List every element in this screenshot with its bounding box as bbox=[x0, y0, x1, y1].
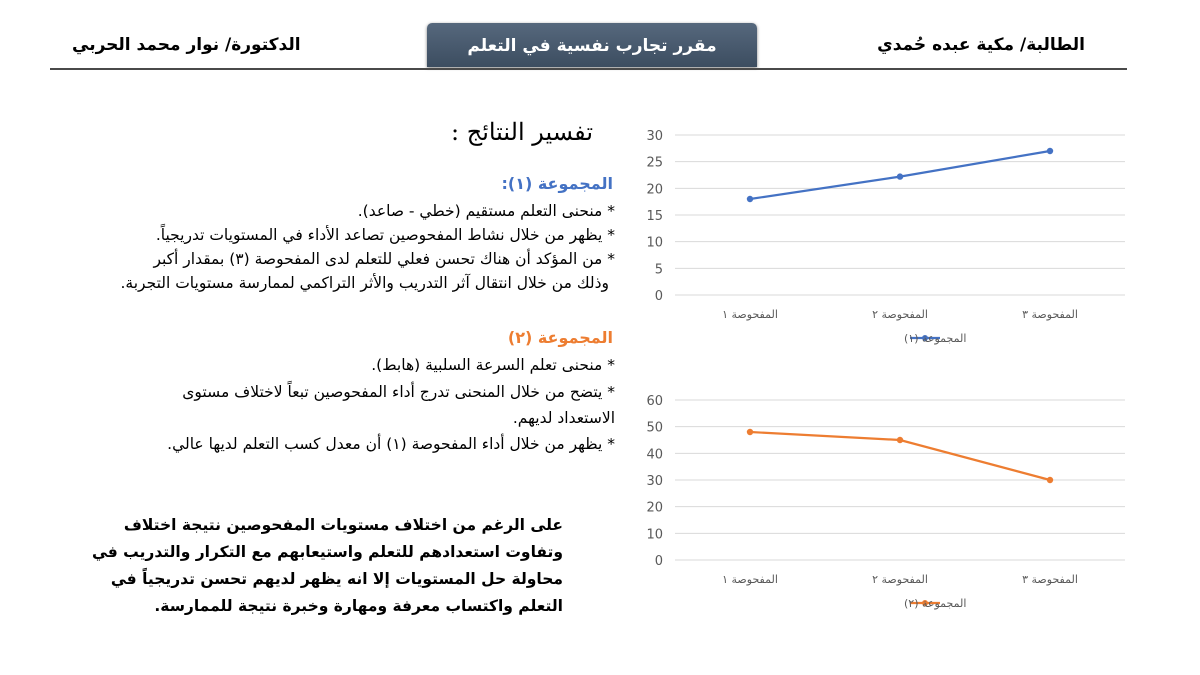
x-tick-label: المفحوصة ٣ bbox=[1022, 308, 1078, 321]
data-point bbox=[897, 437, 903, 443]
y-tick-label: 30 bbox=[646, 129, 663, 144]
y-tick-label: 50 bbox=[646, 420, 663, 436]
y-tick-label: 25 bbox=[646, 155, 663, 171]
group1-line: * من المؤكد أن هناك تحسن فعلي للتعلم لدى المفحوصة (٣) بمقدار أكبر bbox=[153, 250, 615, 268]
y-tick-label: 0 bbox=[654, 554, 663, 569]
y-tick-label: 30 bbox=[646, 474, 663, 489]
x-tick-label: المفحوصة ٢ bbox=[872, 308, 928, 321]
x-tick-label: المفحوصة ١ bbox=[722, 573, 778, 586]
y-tick-label: 60 bbox=[646, 394, 663, 409]
data-point bbox=[747, 429, 753, 435]
group2-line: * يتضح من خلال المنحنى تدرج أداء المفحوصين تبعاً لاختلاف مستوى bbox=[182, 383, 615, 401]
x-tick-label: المفحوصة ٢ bbox=[872, 573, 928, 586]
x-tick-label: المفحوصة ١ bbox=[722, 308, 778, 321]
group1-title: المجموعة (١): bbox=[501, 174, 613, 193]
group2-title: المجموعة (٢) bbox=[507, 328, 613, 347]
group2-line-chart bbox=[635, 385, 1195, 625]
student-name: الطالبة/ مكية عبده حُمدي bbox=[877, 35, 1085, 55]
y-tick-label: 20 bbox=[646, 182, 663, 198]
group1-line: * يظهر من خلال نشاط المفحوصين تصاعد الأداء في المستويات تدريجياً. bbox=[155, 226, 615, 244]
y-tick-label: 15 bbox=[646, 209, 663, 224]
group2-line: * يظهر من خلال أداء المفحوصة (١) أن معدل كسب التعلم لديها عالي. bbox=[167, 435, 615, 453]
data-point bbox=[1047, 148, 1053, 154]
y-tick-label: 10 bbox=[646, 527, 663, 543]
conclusion-line: التعلم واكتساب معرفة ومهارة وخبرة نتيجة للممارسة. bbox=[154, 597, 563, 615]
y-tick-label: 10 bbox=[646, 235, 663, 251]
group1-line: * منحنى التعلم مستقيم (خطي - صاعد). bbox=[357, 202, 615, 220]
group2-line: الاستعداد لديهم. bbox=[512, 409, 615, 427]
data-point bbox=[1047, 477, 1053, 483]
y-tick-label: 20 bbox=[646, 500, 663, 516]
y-tick-label: 40 bbox=[646, 447, 663, 463]
y-tick-label: 0 bbox=[654, 289, 663, 304]
course-title-tab: مقرر تجارب نفسية في التعلم bbox=[427, 23, 757, 67]
conclusion-line: على الرغم من اختلاف مستويات المفحوصين نتيجة اختلاف bbox=[123, 516, 563, 534]
group2-line: * منحنى تعلم السرعة السلبية (هابط). bbox=[371, 356, 615, 374]
x-tick-label: المفحوصة ٣ bbox=[1022, 573, 1078, 586]
data-point bbox=[747, 196, 753, 202]
legend-label: المجموعة (٢) bbox=[904, 597, 967, 610]
legend-label: المجموعة (١) bbox=[904, 332, 967, 345]
conclusion-line: محاولة حل المستويات إلا انه يظهر لديهم تحسن تدريجياً في bbox=[110, 570, 563, 588]
y-tick-label: 5 bbox=[654, 262, 663, 278]
data-point bbox=[897, 173, 903, 179]
conclusion-line: وتفاوت استعدادهم للتعلم واستيعابهم مع التكرار والتدريب في bbox=[91, 543, 563, 561]
results-title: تفسير النتائج : bbox=[450, 118, 593, 146]
slide-header bbox=[0, 0, 1200, 72]
group1-line-chart bbox=[635, 120, 1195, 360]
doctor-name: الدكتورة/ نوار محمد الحربي bbox=[72, 35, 301, 55]
header-divider bbox=[50, 68, 1127, 70]
group1-line: وذلك من خلال انتقال آثر التدريب والأثر التراكمي لممارسة مستويات التجربة. bbox=[120, 274, 609, 292]
